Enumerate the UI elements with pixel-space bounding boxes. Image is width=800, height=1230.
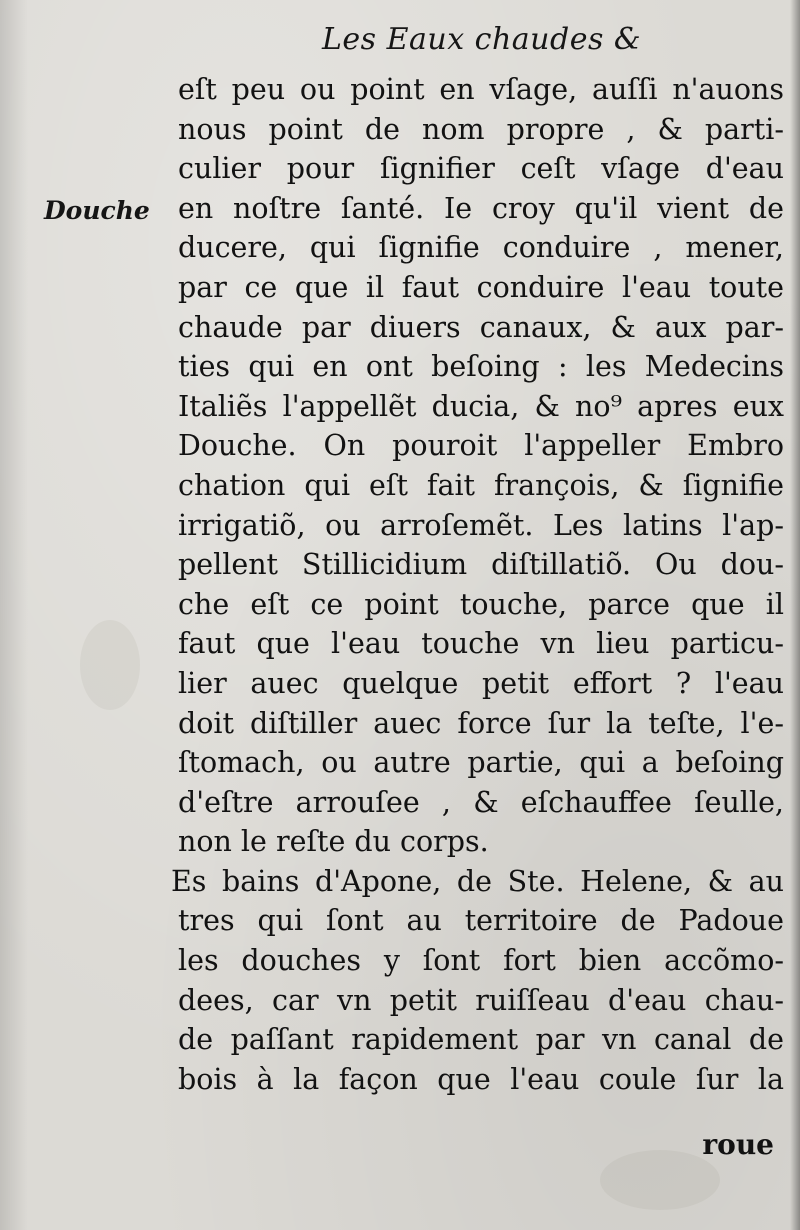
text-line: non le reſte du corps. xyxy=(178,825,489,859)
text-line: ducere, qui ſignifie conduire , mener, xyxy=(178,231,784,265)
text-line: les douches y ſont fort bien accõmo- xyxy=(178,944,784,978)
text-line: bois à la façon que l'eau coule ſur la xyxy=(178,1062,784,1096)
text-line: doit diſtiller auec force ſur la teſte, l'e- xyxy=(178,706,784,740)
text-line: Es bains d'Apone, de Ste. Helene, & au xyxy=(171,864,784,898)
page-edge-shadow xyxy=(790,0,800,1230)
text-line: dees, car vn petit ruiſſeau d'eau chau- xyxy=(178,983,784,1017)
margin-note: Douche xyxy=(44,196,150,225)
text-line: Douche. On pouroit l'appeller Embro xyxy=(178,429,784,463)
text-line: d'eſtre arrouſee , & eſchauffee ſeulle, xyxy=(178,785,784,819)
text-line: culier pour ſignifier ceſt vſage d'eau xyxy=(178,152,784,186)
paper-stain xyxy=(80,620,140,710)
text-line: che eſt ce point touche, parce que il xyxy=(178,587,784,621)
text-line: irrigatiõ, ou arroſemẽt. Les latins l'ap- xyxy=(178,508,784,542)
running-head: Les Eaux chaudes & xyxy=(322,22,642,57)
text-line: tres qui ſont au territoire de Padoue xyxy=(178,904,784,938)
gutter-shadow xyxy=(0,0,28,1230)
text-line: par ce que il faut conduire l'eau toute xyxy=(178,270,784,304)
text-line: Italiẽs l'appellẽt ducia, & no⁹ apres eux xyxy=(178,389,784,423)
text-line: ſtomach, ou autre partie, qui a beſoing xyxy=(178,746,784,780)
text-line: eſt peu ou point en vſage, auſſi n'auons xyxy=(178,73,784,106)
catchword: roue xyxy=(702,1128,774,1161)
text-line: de paſſant rapidement par vn canal de xyxy=(178,1023,784,1057)
text-line: pellent Stillicidium diſtillatiõ. Ou dou- xyxy=(178,548,784,582)
text-line: faut que l'eau touche vn lieu particu- xyxy=(178,627,784,661)
text-line: ties qui en ont beſoing : les Medecins xyxy=(178,350,784,384)
text-line: chation qui eſt fait françois, & ſignifie xyxy=(178,468,784,502)
text-line: nous point de nom propre , & parti- xyxy=(178,112,784,146)
text-line: chaude par diuers canaux, & aux par- xyxy=(178,310,784,344)
body-text xyxy=(171,70,784,1099)
text-line: lier auec quelque petit effort ? l'eau xyxy=(178,666,784,700)
text-line: en noſtre ſanté. Ie croy qu'il vient de xyxy=(178,191,784,225)
